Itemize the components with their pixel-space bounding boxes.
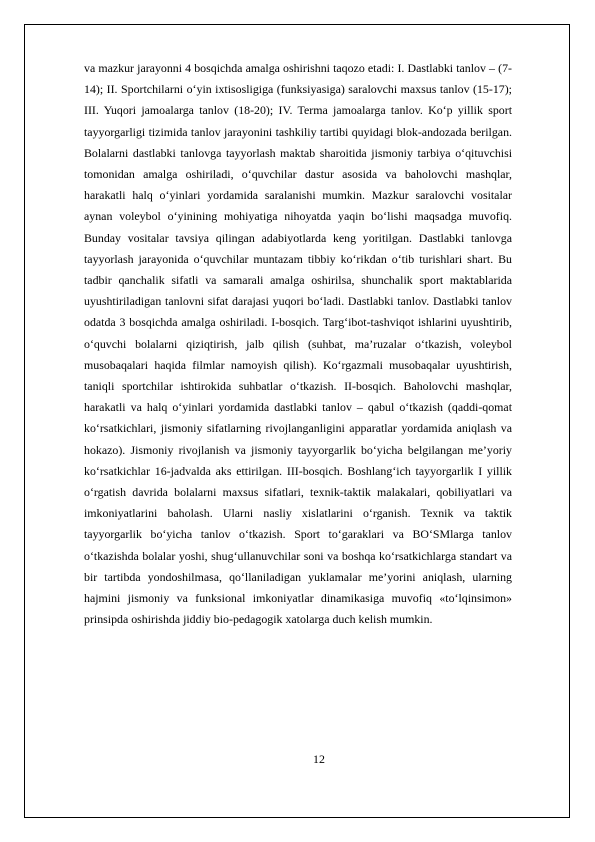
body-paragraph: va mazkur jarayonni 4 bosqichda amalga oshirishni taqozo etadi: I. Dastlabki tanlov – (7-14); II. Sportchilarni o‘yin ixtisosligiga (funksiyasiga) saralovchi maxsus tanlov (15-17); III. Yuqori jamoalarga tanlov (18-20); IV. Terma jamoalarga tanlov. Ko‘p yillik sport tayyorgarligi tizimida tanlov jarayonini tashkiliy tartibi quyidagi blok-andozada berilgan. Bolalarni dastlabki tanlovga tayyorlash maktab sharoitida jismoniy tarbiya o‘qituvchisi tomonidan amalga oshiriladi, o‘quvchilar dastur asosida va baholovchi mashqlar, harakatli halq o‘yinlari yordamida saralanishi mumkin. Mazkur saralovchi vositalar aynan voleybol o‘yinining mohiyatiga nihoyatda yaqin bo‘lishi maqsadga muvofiq. Bunday vositalar tavsiya qilingan adabiyotlarda keng yoritilgan. Dastlabki tanlovga tayyorlash jarayonida o‘quvchilar muntazam tibbiy ko‘rikdan o‘tib turishlari shart. Bu tadbir qanchalik sifatli va samarali amalga oshirilsa, shunchalik sport maktablarida uyushtiriladigan tanlovni sifat darajasi yuqori bo‘ladi. Dastlabki tanlov. Dastlabki tanlov odatda 3 bosqichda amalga oshiriladi. I-bosqich. Targ‘ibot-tashviqot ishlarini uyushtirib, o‘quvchi bolalarni qiziqtirish, jalb qilish (suhbat, ma’ruzalar o‘tkazish, voleybol musobaqalari haqida filmlar namoyish qilish). Ko‘rgazmali musobaqalar uyushtirish, taniqli sportchilar ishtirokida suhbatlar o‘tkazish. II-bosqich. Baholovchi mashqlar, harakatli va halq o‘yinlari yordamida dastlabki tanlov – qabul o‘tkazish (qaddi-qomat ko‘rsatkichlari, jismoniy sifatlarning rivojlanganligini apparatlar yordamida aniqlash va hokazo). Jismoniy rivojlanish va jismoniy tayyorgarlik bo‘yicha belgilangan me’yoriy ko‘rsatkichlar 16-jadvalda aks ettirilgan. III-bosqich. Boshlang‘ich tayyorgarlik I yillik o‘rgatish davrida bolalarni maxsus sifatlari, texnik-taktik malakalari, qobiliyatlari va imkoniyatlarini baholash. Ularni nasliy xislatlarini o‘rganish. Texnik va taktik tayyorgarlik bo‘yicha tanlov o‘tkazish. Sport to‘garaklari va BO‘SMlarga tanlov o‘tkazishda bolalar yoshi, shug‘ullanuvchilar soni va boshqa ko‘rsatkichlarga standart va bir tartibda yondoshilmasa, qo‘llaniladigan yuklamalar me’yorini aniqlash, ularning hajmini jismoniy va funksional imkoniyatlar dinamikasiga muvofiq «to‘lqinsimon» prinsipda oshirishda jiddiy bio-pedagogik xatolarga duch kelish mumkin. xyxy=(84,61,512,627)
page-number: 12 xyxy=(313,752,325,766)
